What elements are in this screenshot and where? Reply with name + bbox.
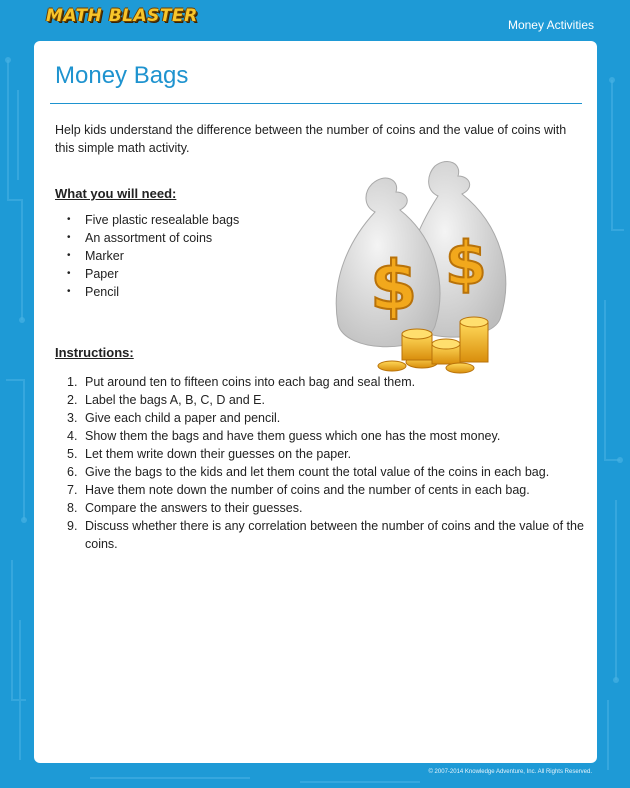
intro-text: Help kids understand the difference between the number of coins and the value of coins with this simple math activity. — [55, 123, 567, 155]
instructions-heading: Instructions: — [55, 345, 134, 360]
list-item: 7. Have them note down the number of coins and the number of cents in each bag. — [67, 483, 530, 497]
dollar-sign-back: $ — [445, 229, 487, 299]
list-item: • An assortment of coins — [67, 229, 239, 247]
dollar-sign-front: $ — [370, 247, 418, 326]
list-item: 8. Compare the answers to their guesses. — [67, 501, 303, 515]
copyright-notice: © 2007-2014 Knowledge Adventure, Inc. All Rights Reserved. — [428, 769, 592, 775]
list-item: 5. Let them write down their guesses on the paper. — [67, 447, 352, 461]
list-item: 3. Give each child a paper and pencil. — [67, 411, 281, 425]
list-item: • Marker — [67, 247, 239, 265]
instructions-list — [67, 373, 587, 553]
list-item: • Five plastic resealable bags — [67, 211, 239, 229]
list-item: 6. Give the bags to the kids and let them count the total value of the coins in each bag. — [67, 465, 550, 479]
title-divider — [50, 103, 582, 104]
money-bags-illustration — [330, 154, 510, 374]
header-bar — [0, 0, 630, 38]
section-label: Money Activities — [507, 18, 594, 32]
list-item: 4. Show them the bags and have them guess which one has the most money. — [67, 429, 501, 443]
needs-heading: What you will need: — [55, 186, 177, 201]
math-blaster-logo[interactable]: MATH BLASTER — [46, 6, 198, 26]
needs-list — [67, 211, 239, 301]
worksheet-card — [34, 41, 597, 763]
list-item: 9. Discuss whether there is any correlation between the number of coins and the value of the coins. — [67, 519, 584, 551]
list-item: • Pencil — [67, 283, 239, 301]
list-item: 2. Label the bags A, B, C, D and E. — [67, 393, 265, 407]
list-item: • Paper — [67, 265, 239, 283]
page-title: Money Bags — [55, 62, 189, 89]
list-item: 1. Put around ten to fifteen coins into each bag and seal them. — [67, 375, 416, 389]
